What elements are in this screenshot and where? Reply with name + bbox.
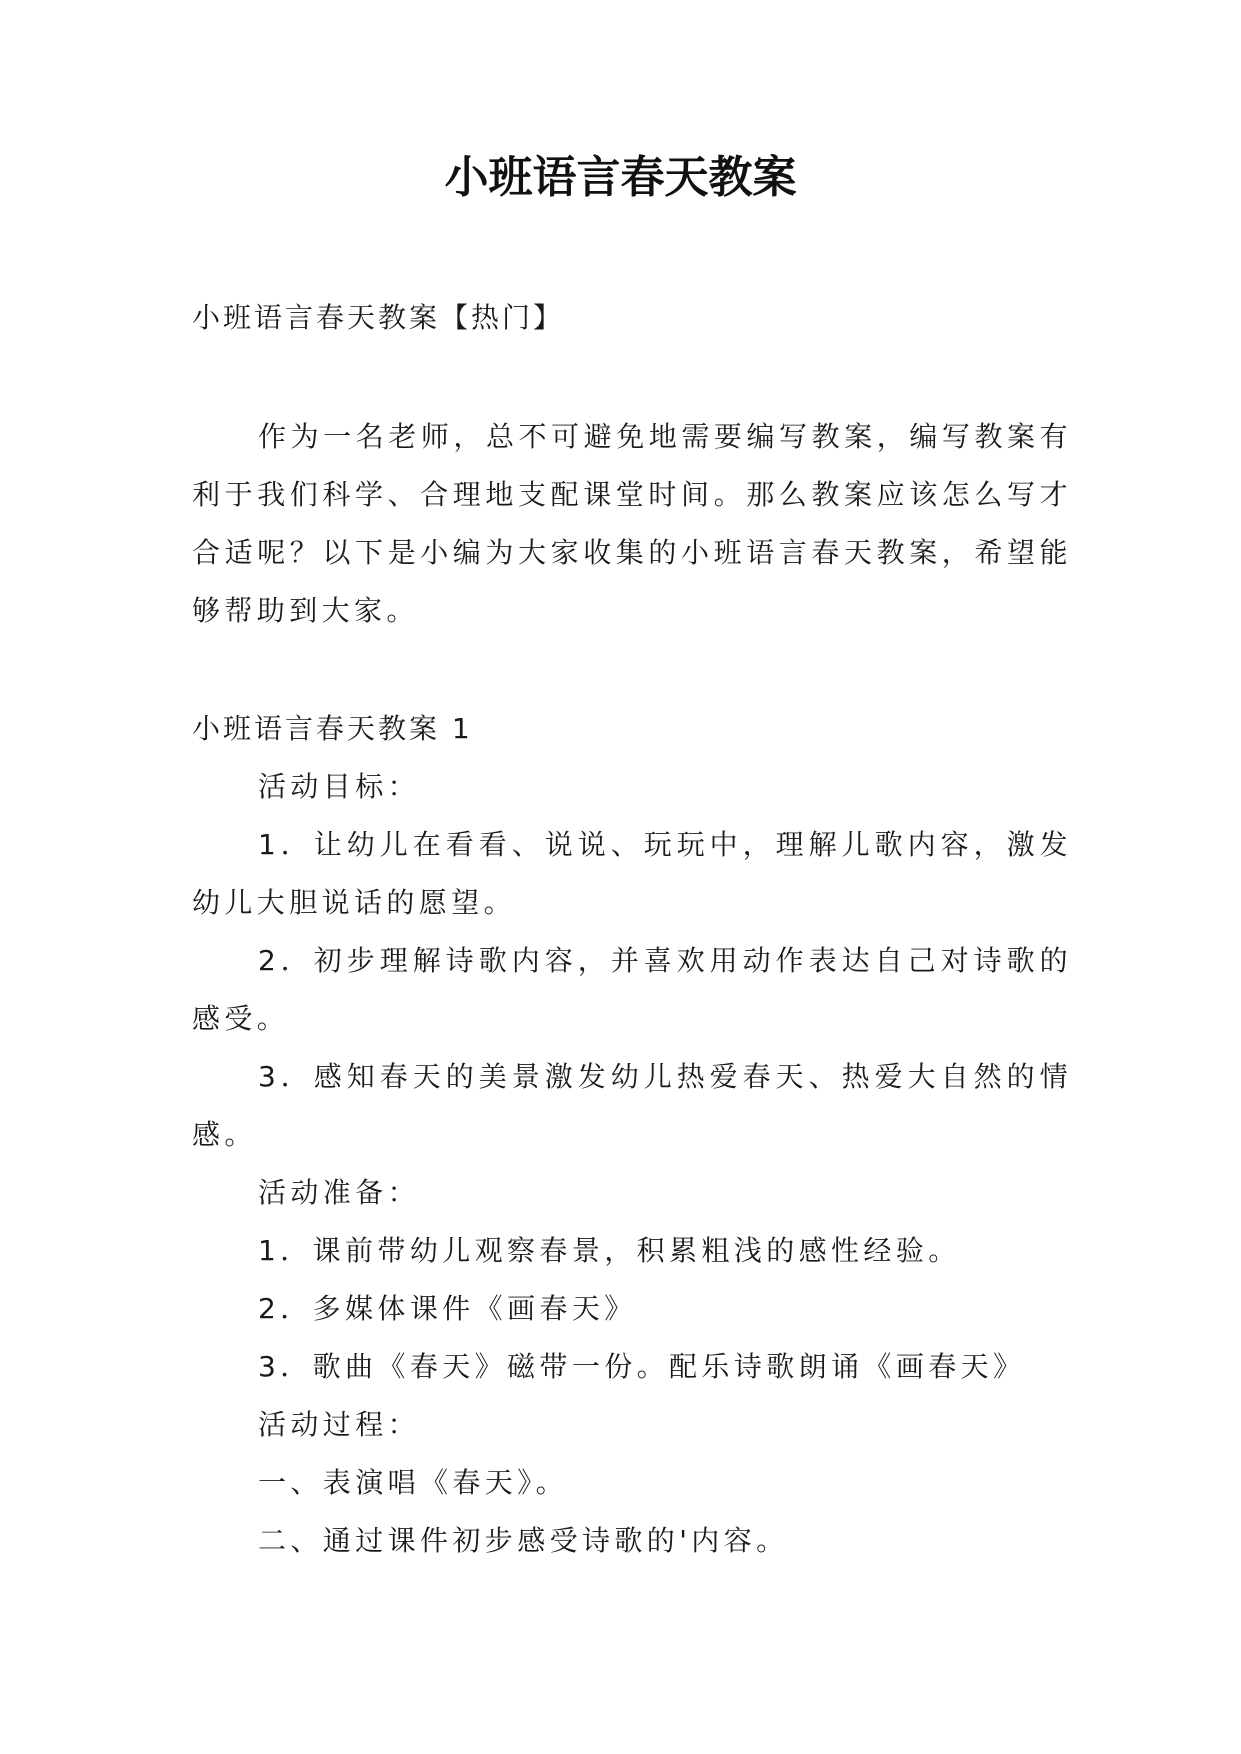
document-subtitle: 小班语言春天教案【热门】 (192, 301, 565, 334)
paragraph-process-2: 二、通过课件初步感受诗歌的'内容。 (258, 1524, 789, 1557)
paragraph-activity-goals-label: 活动目标： (258, 770, 421, 803)
paragraph-process-1: 一、表演唱《春天》。 (258, 1466, 569, 1499)
paragraph-preparation-3: 3．歌曲《春天》磁带一份。配乐诗歌朗诵《画春天》 (258, 1350, 1026, 1383)
paragraph-goal-2: 2．初步理解诗歌内容，并喜欢用动作表达自己对诗歌的感受。 (192, 944, 1072, 1035)
document-title: 小班语言春天教案 (444, 152, 797, 203)
section-1 (192, 700, 1072, 1570)
section-heading: 小班语言春天教案 1 (192, 712, 473, 745)
intro-paragraph: 作为一名老师，总不可避免地需要编写教案，编写教案有利于我们科学、合理地支配课堂时间。那么教案应该怎么写才合适呢？以下是小编为大家收集的小班语言春天教案，希望能够帮助到大家。 (192, 420, 1072, 627)
paragraph-preparation-label: 活动准备： (258, 1176, 421, 1209)
paragraph-preparation-2: 2．多媒体课件《画春天》 (258, 1292, 637, 1325)
paragraph-process-label: 活动过程： (258, 1408, 421, 1441)
paragraph-goal-1: 1．让幼儿在看看、说说、玩玩中，理解儿歌内容，激发幼儿大胆说话的愿望。 (192, 828, 1072, 919)
paragraph-goal-3: 3．感知春天的美景激发幼儿热爱春天、热爱大自然的情感。 (192, 1060, 1072, 1151)
paragraph-preparation-1: 1．课前带幼儿观察春景，积累粗浅的感性经验。 (258, 1234, 961, 1267)
